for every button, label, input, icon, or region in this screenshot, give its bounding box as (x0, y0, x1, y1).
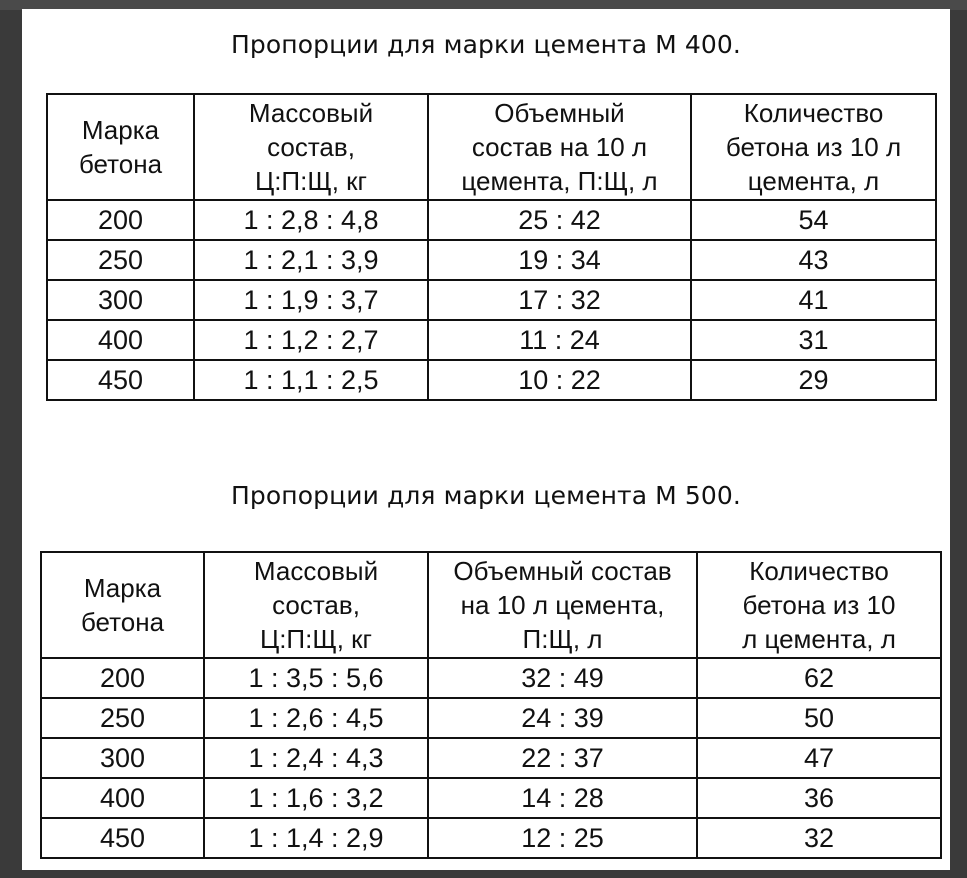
table-row (47, 200, 936, 240)
cell-grade: 200 (41, 658, 204, 698)
cell-yield: 43 (691, 240, 936, 280)
header-concrete-yield: Количество бетона из 10 л цемента, л (691, 94, 936, 200)
cell-volume-ratio: 10 : 22 (428, 360, 691, 400)
header-concrete-grade: Марка бетона (47, 94, 194, 200)
cell-grade: 250 (41, 698, 204, 738)
header-concrete-yield: Количество бетона из 10 л цемента, л (697, 552, 941, 658)
cell-yield: 47 (697, 738, 941, 778)
cell-volume-ratio: 12 : 25 (428, 818, 697, 858)
table-caption-m400: Пропорции для марки цемента М 400. (231, 30, 741, 59)
table-header-row (47, 94, 936, 200)
cell-grade: 300 (41, 738, 204, 778)
cell-yield: 62 (697, 658, 941, 698)
cell-mass-ratio: 1 : 1,6 : 3,2 (204, 778, 428, 818)
cell-yield: 36 (697, 778, 941, 818)
cell-yield: 54 (691, 200, 936, 240)
cell-mass-ratio: 1 : 3,5 : 5,6 (204, 658, 428, 698)
cell-yield: 31 (691, 320, 936, 360)
table-row (41, 658, 941, 698)
cell-mass-ratio: 1 : 2,4 : 4,3 (204, 738, 428, 778)
cell-volume-ratio: 25 : 42 (428, 200, 691, 240)
cell-volume-ratio: 19 : 34 (428, 240, 691, 280)
cell-grade: 300 (47, 280, 194, 320)
cell-mass-ratio: 1 : 1,4 : 2,9 (204, 818, 428, 858)
cell-grade: 450 (41, 818, 204, 858)
cell-mass-ratio: 1 : 1,1 : 2,5 (194, 360, 428, 400)
table-header-row (41, 552, 941, 658)
cell-mass-ratio: 1 : 2,8 : 4,8 (194, 200, 428, 240)
proportions-table-m500 (40, 551, 942, 859)
document-page (22, 9, 950, 870)
header-concrete-grade: Марка бетона (41, 552, 204, 658)
header-mass-composition: Массовый состав, Ц:П:Щ, кг (194, 94, 428, 200)
table-row (41, 778, 941, 818)
cell-mass-ratio: 1 : 2,1 : 3,9 (194, 240, 428, 280)
cell-grade: 250 (47, 240, 194, 280)
table-row (47, 280, 936, 320)
cell-volume-ratio: 32 : 49 (428, 658, 697, 698)
cell-grade: 400 (47, 320, 194, 360)
cell-volume-ratio: 11 : 24 (428, 320, 691, 360)
proportions-table-m400 (46, 93, 937, 401)
cell-volume-ratio: 22 : 37 (428, 738, 697, 778)
cell-volume-ratio: 17 : 32 (428, 280, 691, 320)
cell-mass-ratio: 1 : 1,9 : 3,7 (194, 280, 428, 320)
cell-volume-ratio: 24 : 39 (428, 698, 697, 738)
cell-mass-ratio: 1 : 2,6 : 4,5 (204, 698, 428, 738)
table-row (41, 738, 941, 778)
header-volume-composition: Объемный состав на 10 л цемента, П:Щ, л (428, 94, 691, 200)
cell-grade: 450 (47, 360, 194, 400)
table-row (41, 818, 941, 858)
table-row (47, 360, 936, 400)
cell-volume-ratio: 14 : 28 (428, 778, 697, 818)
cell-grade: 400 (41, 778, 204, 818)
header-volume-composition: Объемный состав на 10 л цемента, П:Щ, л (428, 552, 697, 658)
table-row (47, 320, 936, 360)
cell-yield: 29 (691, 360, 936, 400)
cell-yield: 32 (697, 818, 941, 858)
cell-yield: 41 (691, 280, 936, 320)
cell-grade: 200 (47, 200, 194, 240)
header-mass-composition: Массовый состав, Ц:П:Щ, кг (204, 552, 428, 658)
table-row (47, 240, 936, 280)
table-caption-m500: Пропорции для марки цемента М 500. (231, 481, 741, 510)
cell-yield: 50 (697, 698, 941, 738)
cell-mass-ratio: 1 : 1,2 : 2,7 (194, 320, 428, 360)
table-row (41, 698, 941, 738)
